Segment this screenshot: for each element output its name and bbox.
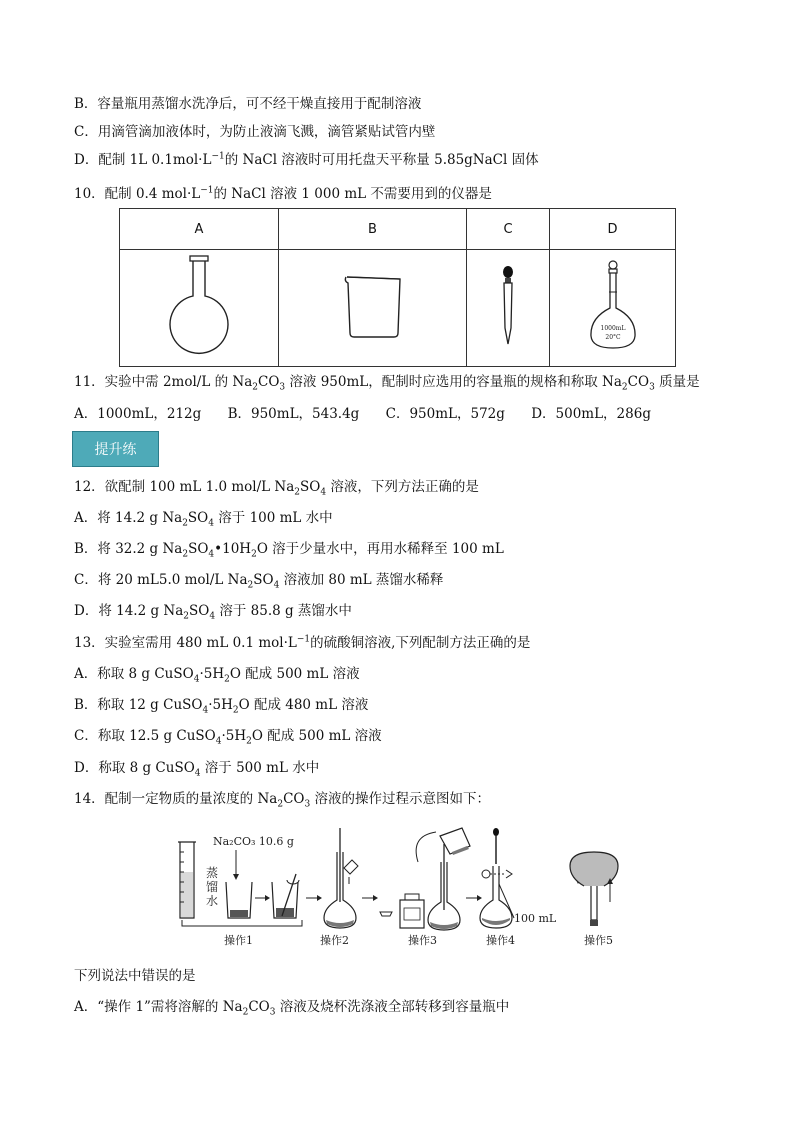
operation-4-label: 操作4 (486, 934, 515, 947)
q9-option-c: C．用滴管滴加液体时，为防止液滴飞溅，滴管紧贴试管内壁 (74, 124, 436, 140)
flask-mark-temp: 20°C (604, 334, 621, 341)
q13-option-d: D．称取 8 g CuSO$_4$ 溶于 500 mL 水中 (74, 760, 320, 779)
q9-option-d: D．配制 1L $0.1mol\cdot L^{-1}$的 NaCl 溶液时可用托盘天平称量 5.85gNaCl 固体 (74, 151, 539, 168)
apparatus-header-a: A (120, 209, 279, 250)
flask-mark-volume: 1000mL (600, 325, 625, 332)
label-water-1: 蒸 (206, 866, 219, 880)
q14-stem: 14．配制一定物质的量浓度的 $Na_2CO_3$ 溶液的操作过程示意图如下： (74, 791, 491, 810)
apparatus-table (119, 208, 676, 367)
procedure-diagram (174, 822, 624, 950)
q11-stem: 11．实验中需 2mol/L 的 $Na_2CO_3$ 溶液 950mL，配制时应选用的容量瓶的规格和称取 $Na_2CO_3$ 质量是 (74, 374, 700, 393)
volumetric-flask-dropper-icon (480, 828, 514, 928)
q11-option-d: D．500mL，286g (531, 406, 651, 422)
q13-stem: 13．实验室需用 480 mL 0.1 $mol\cdot L^{-1}$的硫酸铜溶液,下列配制方法正确的是 (74, 634, 531, 651)
round-bottom-flask-icon (159, 254, 239, 358)
operation-1-label: 操作1 (224, 934, 253, 947)
q12-option-d: D．将 14.2 g $Na_2SO_4$ 溶于 85.8 g 蒸馏水中 (74, 603, 352, 622)
q13-option-b: B．称取 12 g $CuSO_4\cdot 5H_2O$ 配成 480 mL 溶液 (74, 697, 369, 716)
section-badge: 提升练 (72, 431, 159, 467)
apparatus-cell-a (120, 250, 279, 367)
q11-options (74, 405, 673, 423)
q12-option-c: C．将 20 mL5.0 mol/L $Na_2SO_4$ 溶液加 80 mL 蒸馏水稀释 (74, 572, 444, 591)
q14-option-a: A．“操作 1”需将溶解的 $Na_2CO_3$ 溶液及烧杯洗涤液全部转移到容量瓶中 (74, 999, 510, 1018)
inverted-flask-icon (570, 852, 618, 926)
volumetric-flask-pour-icon (324, 828, 358, 928)
q12-stem: 12．欲配制 100 mL 1.0 mol/L $Na_2SO_4$ 溶液，下列方法正确的是 (74, 479, 479, 498)
operation-3-label: 操作3 (408, 934, 437, 947)
q11-option-a: A．1000mL，212g (74, 406, 202, 422)
apparatus-header-b: B (279, 209, 467, 250)
operation-2-label: 操作2 (320, 934, 349, 947)
label-salt-mass: Na₂CO₃ 10.6 g (213, 835, 294, 848)
label-water-2: 馏 (206, 880, 219, 894)
q9-option-b: B．容量瓶用蒸馏水洗净后，可不经干燥直接用于配制溶液 (74, 96, 422, 112)
volumetric-flask-icon (588, 260, 638, 352)
apparatus-cell-b (279, 250, 467, 367)
q11-option-c: C．950mL，572g (385, 406, 505, 422)
label-water-3: 水 (206, 894, 219, 908)
q13-option-a: A．称取 8 g $CuSO_4\cdot 5H_2O$ 配成 500 mL 溶液 (74, 666, 360, 685)
beaker-icon (338, 271, 408, 341)
graduated-cylinder-icon (178, 842, 196, 918)
q13-option-c: C．称取 12.5 g $CuSO_4\cdot 5H_2O$ 配成 500 mL 溶液 (74, 728, 382, 747)
apparatus-header-d: D (550, 209, 676, 250)
q11-option-b: B．950mL，543.4g (227, 406, 360, 422)
q12-option-a: A．将 14.2 g $Na_2SO_4$ 溶于 100 mL 水中 (74, 510, 333, 529)
apparatus-cell-d (550, 250, 676, 367)
stirring-beaker-icon (272, 874, 299, 918)
wash-bottle-icon (380, 894, 424, 928)
label-volume-mark: 100 mL (514, 912, 557, 925)
q10-stem: 10．配制 0.4 $mol\cdot L^{-1}$的 NaCl 溶液 1 000 mL 不需要用到的仪器是 (74, 185, 492, 202)
operation-5-label: 操作5 (584, 934, 613, 947)
apparatus-cell-c (467, 250, 550, 367)
dropper-icon (496, 264, 520, 348)
beaker-icon (226, 882, 252, 918)
q14-followup: 下列说法中错误的是 (74, 968, 196, 984)
q12-option-b: B．将 32.2 g $Na_2SO_4•10H_2O$ 溶于少量水中，再用水稀释至 100 mL (74, 541, 504, 560)
apparatus-header-c: C (467, 209, 550, 250)
